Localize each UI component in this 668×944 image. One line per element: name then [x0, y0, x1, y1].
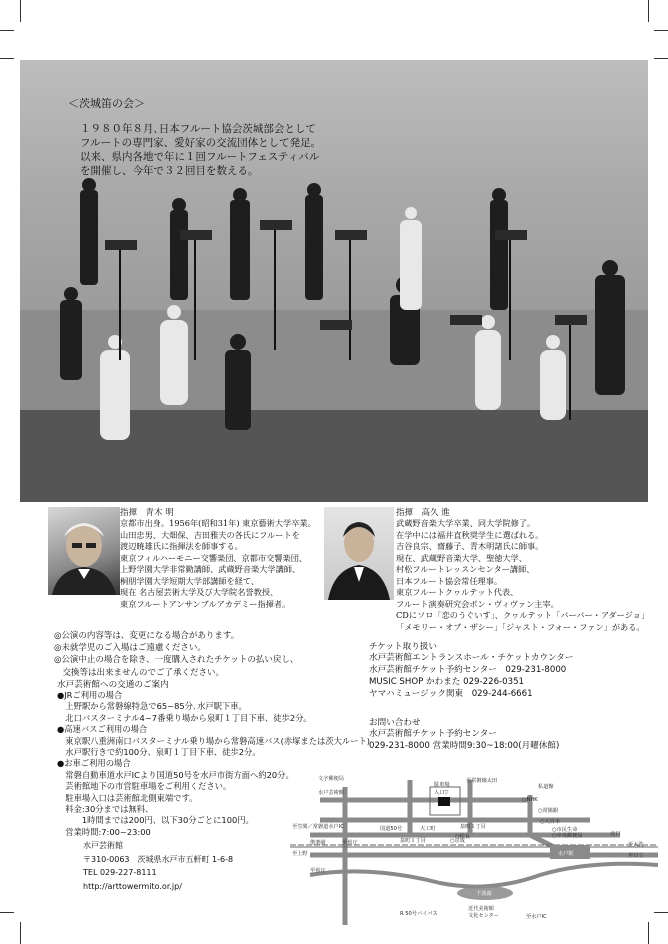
- venue-info: [83, 839, 233, 893]
- crop-mark: [20, 0, 21, 22]
- venue-name: 水戸芸術館: [83, 841, 123, 850]
- inquiry-line: 水戸芸術館チケット予約センター: [369, 729, 497, 739]
- crop-mark: [654, 30, 668, 31]
- access-line: 芸術館地下の市営駐車場をご利用ください。: [57, 781, 232, 792]
- venue-address: 〒310-0063 茨城県水戸市五軒町 1-6-8: [83, 854, 234, 864]
- map-label: ○大日本: [540, 819, 561, 825]
- bio-line: 東京フィルハーモニー交響楽団、京都市交響楽団、: [120, 552, 308, 563]
- map-label: 至笠間／常磐道水戸IC: [292, 824, 344, 830]
- map-label: R 50号バイパス: [400, 911, 438, 917]
- bio-line: 村松フルートレッスンセンター講師、: [396, 564, 535, 574]
- ticket-line: ヤマハミュージック関東 029-244-6661: [369, 689, 533, 699]
- map-label: 至大洗: [628, 842, 644, 848]
- crop-mark: [20, 922, 21, 944]
- access-map: [290, 775, 658, 925]
- map-label: 私道館: [538, 784, 554, 790]
- notice-line: 交換等は出来ませんのでご了承ください。: [54, 667, 225, 678]
- map-label: 水戸芸術館: [318, 790, 344, 796]
- map-label: 泉町１丁目: [400, 838, 426, 844]
- notices: [54, 630, 298, 679]
- club-line: １９８０年８月､日本フルート協会茨城部会として: [80, 123, 316, 135]
- conductor1-bio: [120, 518, 316, 610]
- inquiry-heading: お問い合わせ: [369, 718, 421, 728]
- map-label: ○京成: [450, 838, 465, 844]
- conductor1-portrait: [48, 507, 120, 595]
- inquiry-line: 029-231-8000 営業時間9:30~18:00(月曜休館): [369, 741, 560, 751]
- bio-line: 在学中には福井直秋奨学生に選ばれる。: [396, 529, 544, 540]
- ticket-line: 水戸芸術館エントランスホール・チケットカウンター: [369, 653, 574, 663]
- bio-line: 吉谷良宗、齋藤子、青木明諸氏に師事。: [396, 541, 544, 551]
- map-label: 至県庁: [342, 840, 358, 846]
- map-label: 至上野: [292, 851, 308, 857]
- access-line: 水戸駅行きで約100分、泉町１丁目下車、徒歩2分。: [57, 747, 261, 758]
- crop-mark: [0, 58, 14, 59]
- map-label: 入口▽: [434, 790, 449, 796]
- notice-line: ◎未就学児のご入場はご遠慮ください。: [54, 643, 206, 654]
- map-label: 至常磐線太田: [466, 778, 498, 784]
- bio-line: 渡辺暁雄氏に指揮法を師事する。: [120, 541, 243, 551]
- bio-line: 桐朋学園大学短期大学部講師を経て、: [120, 575, 260, 586]
- crop-mark: [0, 912, 14, 913]
- bio-line: 「メモリー・オブ・ザシー」「ジャスト・フォー・ファン」がある。: [396, 621, 645, 632]
- map-label: ○松長: [455, 834, 470, 840]
- map-label: 至県庁: [310, 868, 326, 874]
- conductor2-name: 指揮 高久 進: [396, 508, 450, 518]
- map-roads: [290, 775, 658, 925]
- tickets-info: [369, 652, 573, 700]
- access-line: 料金:30分までは無料、: [57, 804, 154, 815]
- map-label: ○中央郵便局: [552, 833, 583, 839]
- map-label: 至日立: [628, 853, 644, 859]
- tickets-heading: チケット取り扱い: [369, 642, 437, 652]
- notice-line: ◎公演の内容等は、変更になる場合があります。: [54, 631, 240, 641]
- access-line: ●お車ご利用の場合: [57, 758, 131, 769]
- bio-line: CDにソロ「恋のうぐいす」、クヮルテット「バーバー・アダージョ」: [396, 610, 650, 620]
- map-label: 国道50号: [380, 826, 403, 832]
- ticket-line: MUSIC SHOP かわまた 029-226-0351: [369, 677, 525, 687]
- venue-tel: TEL 029-227-8111: [83, 868, 157, 877]
- access-line: 上野駅から常磐線特急で65~85分､水戸駅下車。: [57, 701, 247, 712]
- map-label: 至水戸IC: [526, 914, 547, 920]
- bio-line: 現在 名古屋芸術大学及び大学院名誉教授、: [120, 587, 279, 597]
- bio-line: 上野学園大学非常勤講師、武蔵野音楽大学講師、: [120, 564, 301, 574]
- access-line: 駐車場入口は芸術館北側東端です。: [57, 792, 198, 803]
- club-line: 以来、県内各地で年に１回フルートフェスティバル: [80, 151, 320, 163]
- map-label: 泉町１丁目: [460, 824, 486, 830]
- access-heading: 水戸芸術館への交通のご案内: [57, 680, 169, 690]
- crop-mark: [654, 58, 668, 59]
- map-label: ○NHK: [522, 797, 538, 803]
- access-line: ●JRご利用の場合: [57, 690, 123, 700]
- inquiry-info: [369, 728, 559, 752]
- map-label: ○市民生命: [552, 827, 578, 833]
- bio-line: 日本フルート協会常任理事。: [396, 575, 503, 586]
- club-line: フルートの専門家、愛好家の交流団体として発足。: [80, 137, 322, 149]
- map-label: 駐車場: [434, 782, 450, 788]
- access-line: 営業時間:7:00~23:00: [57, 826, 151, 837]
- map-label: 水戸駅: [558, 851, 574, 857]
- club-description: [80, 122, 321, 178]
- map-label: 千波湖: [476, 891, 492, 897]
- map-label: 文字郵便局: [318, 776, 344, 782]
- bio-line: 山田忠男、大畑保、吉田雅夫の各氏にフルートを: [120, 529, 300, 540]
- crop-mark: [0, 30, 14, 31]
- bio-line: 東京フルートクヮルテット代表、: [396, 587, 519, 597]
- access-line: 1時間までは200円、以下30分ごとに100円。: [57, 815, 254, 826]
- club-title: ＜茨城笛の会＞: [68, 97, 145, 110]
- conductor1-name: 指揮 青木 明: [120, 508, 174, 518]
- access-line: 北口バスターミナル4~7番乗り場から泉町１丁目下車、徒歩2分。: [57, 712, 312, 723]
- map-label: ○常陽銀: [538, 808, 559, 814]
- map-label: 北口: [610, 831, 621, 837]
- club-line: を開催し、今年で３２回目を数える。: [80, 165, 259, 177]
- venue-url[interactable]: http://arttowermito.or.jp/: [83, 881, 182, 891]
- bio-line: 京都市出身。1956年(昭和31年) 東京藝術大学卒業。: [120, 518, 316, 528]
- access-line: 東京駅八重洲南口バスターミナル乗り場から常磐高速バス(赤塚または茨大ルート): [57, 735, 371, 746]
- map-label: 近代美術館: [468, 906, 494, 912]
- bio-line: フルート演奏研究会ボン・ヴィヴァン主宰。: [396, 598, 559, 609]
- map-label: 大工町: [420, 826, 436, 832]
- bio-line: 武蔵野音楽大学卒業、同大学院修了。: [396, 518, 536, 528]
- bio-line: 東京フルートアンサンブルアカデミー指揮者。: [120, 598, 291, 609]
- crop-mark: [648, 0, 649, 22]
- ticket-line: 水戸芸術館チケット予約センター 029-231-8000: [369, 665, 567, 675]
- access-line: ●高速バスご利用の場合: [57, 724, 148, 735]
- conductor2-portrait: [324, 507, 394, 600]
- map-label: 偕楽園: [310, 840, 326, 846]
- bio-line: 現在、武蔵野音楽大学、聖徳大学、: [396, 552, 528, 563]
- map-label: 文化センター: [468, 913, 499, 919]
- notice-line: ◎公演中止の場合を除き、一度購入されたチケットの払い戻し、: [54, 655, 299, 666]
- conductor2-bio: [396, 518, 649, 633]
- crop-mark: [648, 922, 649, 944]
- access-line: 常磐自動車道水戸ICより国道50号を水戸市街方面へ約20分。: [57, 769, 294, 780]
